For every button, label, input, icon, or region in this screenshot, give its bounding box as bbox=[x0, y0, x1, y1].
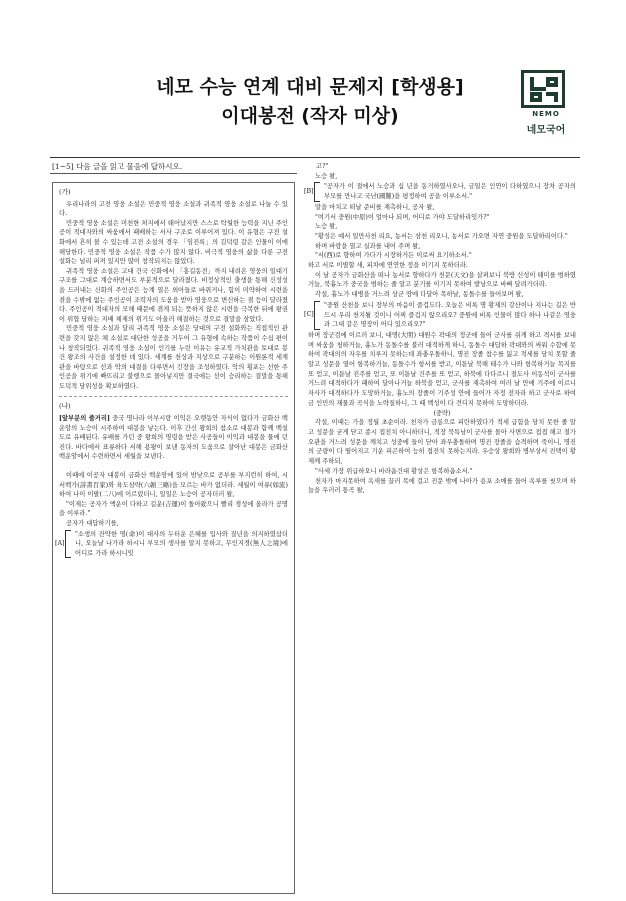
dialogue-line: "황성은 예서 일만사천 리요, 농서는 삼천 리오니, 농서로 가오면 자연 중원을 도달하리이다." bbox=[315, 232, 568, 240]
header-divider bbox=[50, 157, 580, 158]
ga-paragraph: 민중적 영웅 소설은 미천한 처지에서 태어났지만 스스로 탁월한 능력을 지닌 주인공이 적대자와의 싸움에서 패배하는 서사 구조로 이루어져 있다. 이 유형은 구전 설화에서 흔히 볼 수 있는데 고전 소설의 경우 「임진록」의 김덕령 같은 인물이 이에 해당한다. 민중적 영웅 소설은 작품 수가 많지 않다. 비극적 영웅의 삶을 다룬 구전 설화는 널리 퍼져 있지만 많이 창작되지는 않았다. bbox=[59, 219, 288, 266]
dialogue-line: "여기서 중원(中原)이 얼마나 되며, 어디로 가야 도달하리잇가?" bbox=[315, 213, 490, 221]
page-subtitle: 이대봉전 (작자 미상) bbox=[221, 105, 399, 127]
bracket-a-text: "소생의 잔약한 명(命)이 대사의 두터운 은혜를 입사와 질년을 의지하였삽더니, 오늘날 나가라 하시니 부모의 생사를 알지 못하고, 무인지경(無人之境)에 어디로 가라 하시니잇 bbox=[75, 530, 288, 557]
narrative-paragraph: 이 날 공자가 금화산을 떠나 농서로 향하다가 천문(天文)을 살펴보니 북방 신성이 태미를 범하였거늘, 북흉노가 중국을 범하는 줄 알고 분기를 이기지 못하여 발낭으로 바삐 달려가더라. bbox=[308, 271, 576, 289]
dialogue-line: "서(西)로 향하여 가다가 시장하거든 이로써 요기하소서." bbox=[315, 252, 472, 260]
logo-text: NEMO bbox=[532, 110, 560, 118]
question-instruction: [1~5] 다음 글을 읽고 물음에 답하시오. bbox=[52, 162, 183, 171]
nemo-logo bbox=[516, 70, 576, 140]
summary-title: [앞부분의 줄거리] bbox=[59, 415, 110, 423]
passage-label-na: (나) bbox=[59, 402, 71, 411]
dialogue-line: 노승 왈, bbox=[315, 172, 338, 180]
logo-mark-icon bbox=[521, 70, 565, 108]
na-paragraph: 이때에 이공자 대봉이 금화산 백운암에 있어 밤낮으로 공부를 부지런히 하여, 시서백가(詩書百家)와 육도삼략(六韜三略)을 모르는 바가 없더라. 세월이 여류(如流)하여 나이 이팔(二八)에 이르렀더니, 일일은 노승이 공자더러 왈, bbox=[59, 472, 288, 499]
bracket-c bbox=[304, 301, 576, 330]
dialogue-line: 노승 왈, bbox=[315, 223, 338, 231]
bracket-b bbox=[304, 182, 576, 201]
narrative-paragraph: 각설, 이때는 가을 정월 초순이라. 천자가 금릉으로 피란하였다가 적세 급함을 당치 못한 줄 알고 성문을 굳게 닫고 종시 접전치 아니하더니, 적장 묵특남이 군사를 몰아 사면으로 접접 해고 절가 오관을 거느려 성문을 깨치고 성중에 들이 닫아 좌우충돌하며 명진 장졸을 습격하며 죽이니, 명진의 군량이 다 떨어지고 기운 피곤하여 능히 접전치 못하는지라. 우승상 왕희와 병부상서 진택이 황제께 주하되, bbox=[308, 419, 576, 466]
narrative-paragraph: 말을 마치고 떠날 준비를 재촉하니, 공자 왈, bbox=[315, 203, 435, 211]
passage-box-left bbox=[52, 182, 295, 894]
narrative-paragraph: 천자가 마지못하여 옥새를 끌러 목에 걸고 진문 밖에 나아가 용포 소매를 들어 옥루를 씻으며 하늘을 우러러 통곡 왈, bbox=[308, 477, 576, 495]
page-header bbox=[0, 0, 626, 150]
bracket-b-label: [B] bbox=[304, 188, 314, 196]
bracket-b-text: "공자가 이 절에서 노승과 십 년을 동거하였사오나, 금일은 인연이 다하였으니 장차 공자의 부모를 만나고 국난(國難)을 평정하여 공을 이루소서." bbox=[324, 183, 576, 201]
ga-paragraph: 민중적 영웅 소설과 달리 귀족적 영웅 소설은 당대의 구전 설화와는 직접적인 관련을 갖지 않은 채 소설로 대단한 성공을 거두어 그 유형에 속하는 작품이 수십 편이나 창작되었다. 귀족적 영웅 소설이 인기를 누린 이유는 유교적 가치관을 토대로 봉건 왕조의 사건을 설정한 데 있다. 세계를 천상과 지상으로 구분하는 이원론적 세계관을 바탕으로 선과 악의 대결을 다루면서 긴장을 조성하였다. 악의 횡포는 선한 주인공을 위기에 빠뜨리고 불행으로 몰아넣지만 결국에는 선이 승리하는 결말을 통해 도덕적 당위성을 확보하였다. bbox=[59, 325, 288, 390]
page-title: 네모 수능 연계 대비 문제지 [학생용] bbox=[156, 76, 464, 98]
summary-text: 중국 명나라 이부시랑 이익은 오랫동안 자식이 없다가 금화산 백운암의 노승이 시주하여 대봉을 낳는다. 이후 간신 왕희의 참소로 대봉과 함께 백설도로 유배된다. 유배를 가던 중 왕희의 명령을 받은 사공들이 이익과 대봉을 물에 던진다. 바다에서 표류하다 서해 용왕이 보낸 동자의 도움으로 살아난 대봉은 금화산 백운암에서 수련하면서 세월을 보낸다. bbox=[59, 415, 288, 461]
passage-column-right bbox=[304, 162, 576, 897]
bracket-a bbox=[55, 530, 288, 559]
dialogue-line: 고?" bbox=[316, 163, 329, 170]
dialogue-line: "사세 가장 위급하오니 바라옵건대 황상은 항복하옵소서." bbox=[315, 467, 473, 475]
passage-separator bbox=[59, 396, 288, 397]
instruction-divider bbox=[50, 173, 297, 174]
narrative-paragraph: 하며 바랑을 열고 실과를 내어 주며 왈, bbox=[315, 242, 421, 250]
bracket-a-label: [A] bbox=[55, 539, 65, 547]
na-paragraph: "이제는 공자가 액운이 다하고 길운(吉運)이 돌아왔으니 빨리 경성에 올라가 공명을 이루라." bbox=[59, 500, 288, 518]
narrative-paragraph: 하며 장군검에 이르러 보니, 대명(大明) 대원수 곽대의 정군에 들어 군사를 쉬게 하고 격서를 보내며 싸움을 청하거늘, 흉노가 동돌수를 불러 대적하게 하니, 동돌수 대답하 곽대와의 싸워 수합에 못하여 곽대의의 자우를 치루지 못하는데 좌충우돌하니, 명진 장졸 참수를 잃고 적세를 당치 못할 줄 알고 성문을 열어 항복하거늘, 동돌수가 항서를 받고, 이튿날 북해 태수가 나와 항복하거늘 목지를 또 얻고, 이튿날 진주를 얻고, 또 이튿날 건주를 또 얻고, 하북에 다다르니 절도사 이동석이 군사를 거느려 대적하다가 패하여 달아나거늘 하북을 얻고, 군사를 재촉하여 여러 날 만에 기주에 이르니 자사가 대적하다가 도망하거늘, 흉노의 장졸이 기주성 안에 들어가 자정 전자라 하고 군사로 하여금 인민의 재물과 곡식을 노략질하니, 그 때 백성이 다 견디지 못하여 도망하더라. bbox=[308, 331, 576, 407]
bracket-c-text: "중원 산천을 보니 장부의 마음이 즐겁도다. 오늘은 비록 명 황제의 강산이나 지나는 길은 반드시 우리 천지될 것이니 어찌 즐겁지 않으리오? 중원에 비록 인물이 많다 하나 나같은 영웅과 그대 같은 명장이 어디 있으리오?" bbox=[324, 301, 576, 329]
narrative-paragraph: 하고 서로 이별할 새, 피차에 연연한 정을 이기지 못하더라. bbox=[308, 262, 468, 270]
ga-paragraph: 귀족적 영웅 소설은 고대 건국 신화에서 「홍길동전」까지 내려온 영웅의 일대기 구조를 그대로 계승하면서도 부분적으로 달라졌다. 비정상적인 출생을 통해 신성성을 드러내는 신화의 주인공은 능계 열은 외아들로 바뀌거나, 힘이 미약하여 시련을 겪을 수밖에 없는 주인공이 조력자의 도움을 받아 영웅으로 변신하는 점 등이 달라졌다. 주인공이 적대자의 모해 때문에 겪게 되는 뜻하지 않은 시련을 극복한 뒤에 왕권이 위협 당하는 지배 체제의 위기도 아울러 해결하는 것으로 결말을 삼았다. bbox=[59, 267, 288, 323]
na-paragraph: 공자가 대답하기를, bbox=[66, 520, 119, 527]
bracket-c-label: [C] bbox=[304, 311, 314, 319]
narrative-paragraph: 각설, 흉노가 대병을 거느려 상군 땅에 다달아 목하날, 동돌수를 들어보며 왈, bbox=[315, 291, 524, 299]
na-summary bbox=[59, 414, 288, 462]
omission-marker: (중략) bbox=[433, 409, 451, 417]
passage-label-ga: (가) bbox=[59, 188, 71, 196]
ga-paragraph: 우리나라의 고전 영웅 소설은 민중적 영웅 소설과 귀족적 영웅 소설로 나눌 수 있다. bbox=[59, 200, 288, 218]
logo-name: 네모국어 bbox=[526, 125, 566, 136]
